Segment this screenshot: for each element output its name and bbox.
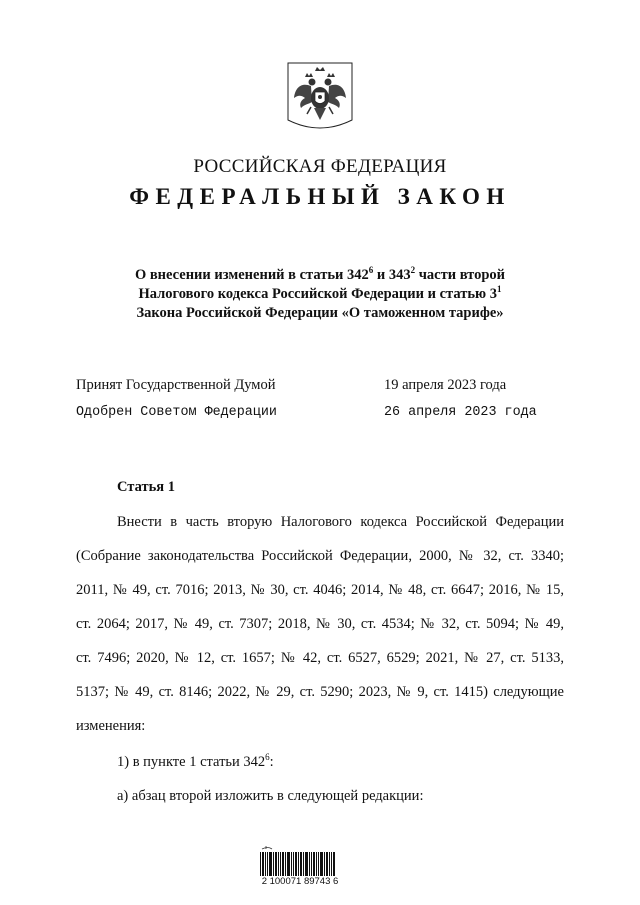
barcode-number: 2 100071 89743 6: [261, 876, 339, 887]
council-approval-date: 26 апреля 2023 года: [384, 405, 537, 420]
article-text-line: Внести в часть вторую Налогового кодекса Российской Федерации: [117, 514, 564, 530]
coat-of-arms-emblem-icon: [287, 62, 353, 136]
article-text-line: ст. 7496; 2020, № 12, ст. 1657; № 42, ст. 6527, 6529; 2021, № 27, ст. 5133,: [76, 650, 564, 666]
law-title: [95, 266, 545, 323]
law-title-line-2: Налогового кодекса Российской Федерации и статью $3^1$: [138, 284, 502, 302]
article-text-line: (Собрание законодательства Российской Федерации, 2000, № 32, ст. 3340;: [76, 548, 564, 564]
law-title-line-1: О внесении изменений в статьи $342^6$ и $343^2$ части второй: [134, 265, 506, 283]
council-approval-label: Одобрен Советом Федерации: [76, 405, 277, 420]
duma-adoption-label: Принят Государственной Думой: [76, 377, 276, 393]
article-text-line: 2011, № 49, ст. 7016; 2013, № 30, ст. 4046; 2014, № 48, ст. 6647; 2016, № 15,: [76, 582, 564, 598]
amendment-subitem-a: а) абзац второй изложить в следующей редакции:: [117, 788, 424, 804]
article-text-line: 5137; № 49, ст. 8146; 2022, № 29, ст. 5290; 2023, № 9, ст. 1415) следующие: [76, 684, 564, 700]
article-text-line: ст. 2064; 2017, № 49, ст. 7307; 2018, № 30, ст. 4534; № 32, ст. 5094; № 49,: [76, 616, 564, 632]
country-heading: РОССИЙСКАЯ ФЕДЕРАЦИЯ: [193, 156, 447, 177]
article-heading: Статья 1: [117, 479, 175, 495]
article-text-line: изменения:: [76, 718, 146, 734]
amendment-item-1: 1) в пункте 1 статьи $342^6$:: [117, 752, 274, 770]
duma-adoption-date: 19 апреля 2023 года: [384, 377, 507, 393]
document-type-heading: ФЕДЕРАЛЬНЫЙ ЗАКОН: [129, 184, 511, 209]
law-title-line-3: Закона Российской Федерации «О таможенном тарифе»: [136, 305, 504, 321]
